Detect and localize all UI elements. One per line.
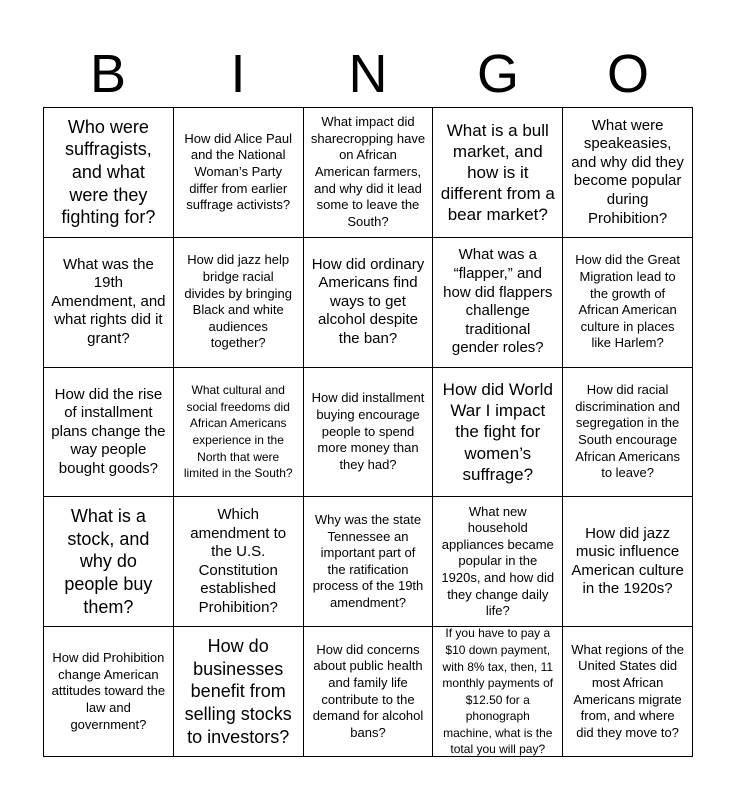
bingo-cell[interactable] [174,238,304,368]
header-letter-i: I [230,44,246,104]
bingo-cell[interactable] [304,238,434,368]
cell-text: How did World War I impact the fight for women’s suffrage? [442,380,553,484]
cell-text: What were speakeasies, and why did they become popular during Prohibition? [571,116,684,227]
header-letter-b: B [89,44,127,104]
cell-text: What is a bull market, and how is it different from a bear market? [440,120,555,225]
bingo-cell[interactable] [433,627,563,757]
bingo-cell[interactable] [174,368,304,498]
bingo-cell[interactable] [44,368,174,498]
cell-text: What new household appliances became popular in the 1920s, and how did they change daily life? [441,503,555,619]
cell-text: Why was the state Tennessee an important part of the ratification process of the 19th amendment? [312,511,424,611]
bingo-cell[interactable] [433,368,563,498]
bingo-cell[interactable] [563,238,693,368]
cell-text: How did Alice Paul and the National Woman’s Party differ from earlier suffrage activists? [184,130,293,213]
bingo-cell[interactable] [174,627,304,757]
cell-text: What regions of the United States did most African Americans migrate from, and where did they move to? [571,641,684,740]
cell-text: How did the rise of installment plans change the way people bought goods? [51,385,166,477]
bingo-cell[interactable] [174,108,304,238]
cell-text: How did the Great Migration lead to the growth of African American culture in places like Harlem? [575,252,680,351]
bingo-cell[interactable] [304,368,434,498]
bingo-cell[interactable] [433,238,563,368]
bingo-cell[interactable] [44,108,174,238]
bingo-cell[interactable] [44,497,174,627]
bingo-cell[interactable] [44,238,174,368]
header-letter-n: N [348,44,388,104]
bingo-cell[interactable] [563,497,693,627]
bingo-card-grid [43,107,693,757]
bingo-cell[interactable] [304,627,434,757]
cell-text: What impact did sharecropping have on African American farmers, and why did it lead some to leave the South? [310,114,426,229]
cell-text: What was a “flapper,” and how did flappers challenge traditional gender roles? [443,246,553,357]
bingo-cell[interactable] [563,108,693,238]
bingo-cell[interactable] [563,627,693,757]
cell-text: Which amendment to the U.S. Constitution established Prohibition? [190,506,287,616]
bingo-cell[interactable] [433,108,563,238]
cell-text: Who were suffragists, and what were they fighting for? [61,116,156,228]
bingo-cell[interactable] [44,627,174,757]
bingo-cell[interactable] [563,368,693,498]
cell-text: How did concerns about public health and family life contribute to the demand for alcohol bans? [312,641,424,740]
cell-text: How did jazz music influence American culture in the 1920s? [571,524,684,598]
cell-text: How did Prohibition change American attitudes toward the law and government? [51,650,166,732]
header-letter-o: O [606,44,649,104]
bingo-cell[interactable] [174,497,304,627]
cell-text: What cultural and social freedoms did African Americans experience in the North that were limited in the South? [183,383,293,481]
cell-text: How did racial discrimination and segregation in the South encourage African Americans to leave? [575,382,680,481]
bingo-cell[interactable] [304,108,434,238]
cell-text: How did jazz help bridge racial divides by bringing Black and white audiences together? [184,252,293,351]
header-letter-g: G [476,44,519,104]
bingo-cell[interactable] [433,497,563,627]
cell-text: What is a stock, and why do people buy them? [64,506,153,617]
cell-text: If you have to pay a $10 down payment, with 8% tax, then, 11 monthly payments of $12.50 for a phonograph machine, what is the total you will pay? [442,627,554,757]
bingo-header [43,38,693,110]
cell-text: How did installment buying encourage people to spend more money than they had? [311,390,425,472]
cell-text: How do businesses benefit from selling stocks to investors? [184,635,292,747]
cell-text: How did ordinary Americans find ways to get alcohol despite the ban? [311,255,425,348]
cell-text: What was the 19th Amendment, and what rights did it grant? [51,255,166,348]
bingo-cell[interactable] [304,497,434,627]
